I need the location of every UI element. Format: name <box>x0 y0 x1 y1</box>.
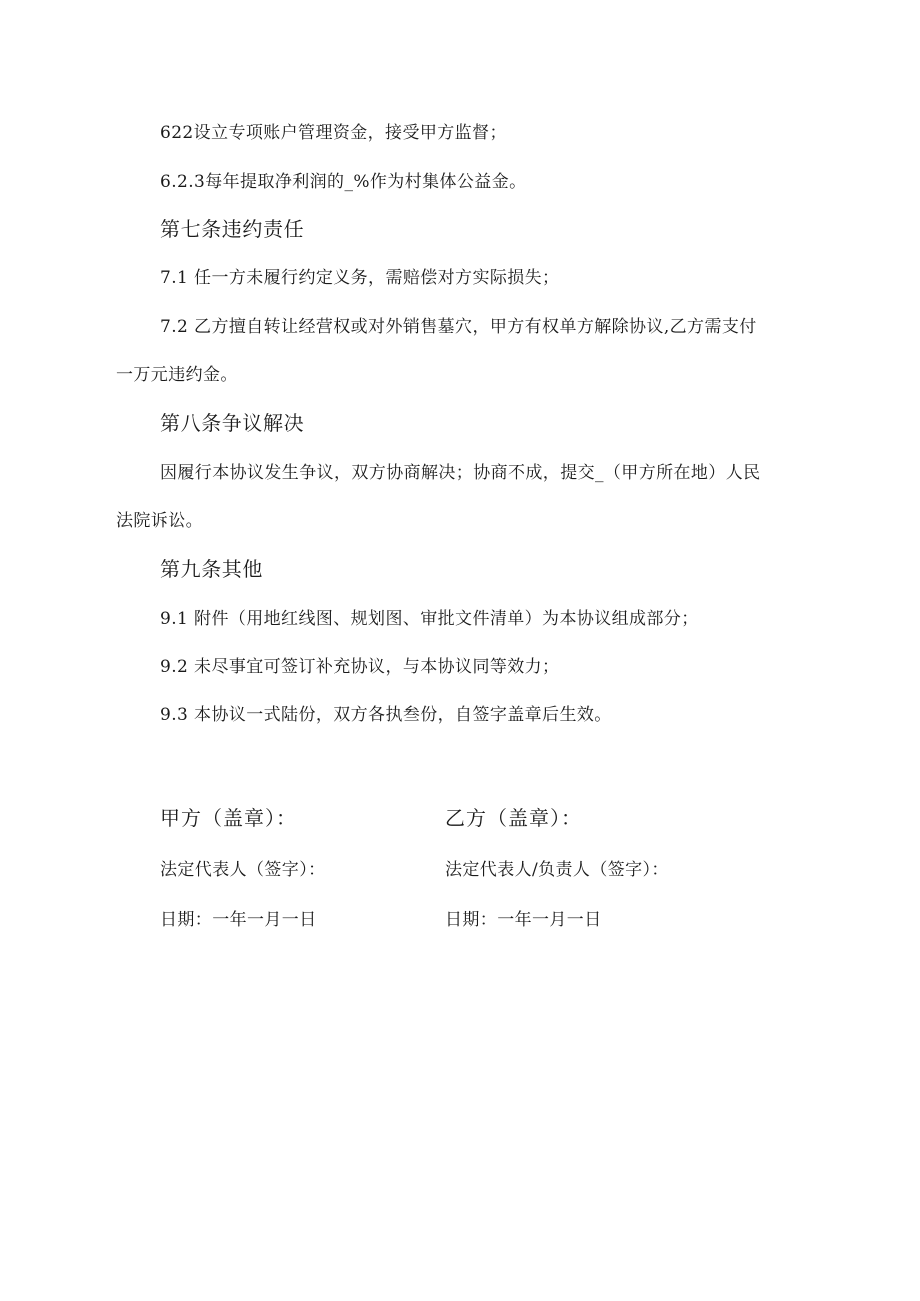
clause-7-1: 7.1 任一方未履行约定义务，需赔偿对方实际损失； <box>160 268 560 288</box>
article-8-title: 第八条争议解决 <box>160 411 305 435</box>
clause-7-2-line-2: 一万元违约金。 <box>116 365 238 385</box>
clause-6-2-2: 622设立专项账户管理资金，接受甲方监督； <box>160 123 507 143</box>
party-b-date-label: 日期：一年一月一日 <box>445 910 602 930</box>
clause-7-2-line-1: 7.2 乙方擅自转让经营权或对外销售墓穴，甲方有权单方解除协议,乙方需支付 <box>160 317 757 337</box>
clause-6-2-3: 6.2.3每年提取净利润的_%作为村集体公益金。 <box>160 172 527 192</box>
article-7-title: 第七条违约责任 <box>160 217 305 241</box>
clause-9-1: 9.1 附件（用地红线图、规划图、审批文件清单）为本协议组成部分； <box>160 609 699 629</box>
article-8-line-2: 法院诉讼。 <box>116 511 203 531</box>
party-a-seal-label: 甲方（盖章）： <box>160 806 297 830</box>
party-a-date-label: 日期：一年一月一日 <box>160 910 317 930</box>
party-b-seal-label: 乙方（盖章）： <box>445 806 582 830</box>
clause-9-2: 9.2 未尽事宜可签订补充协议，与本协议同等效力； <box>160 657 560 677</box>
article-8-line-1: 因履行本协议发生争议，双方协商解决；协商不成，提交_（甲方所在地）人民 <box>160 463 761 483</box>
article-9-title: 第九条其他 <box>160 557 263 581</box>
party-b-representative-label: 法定代表人/负责人（签字）： <box>445 860 669 880</box>
clause-9-3: 9.3 本协议一式陆份，双方各执叁份，自签字盖章后生效。 <box>160 705 612 725</box>
party-a-representative-label: 法定代表人（签字）： <box>160 860 326 880</box>
